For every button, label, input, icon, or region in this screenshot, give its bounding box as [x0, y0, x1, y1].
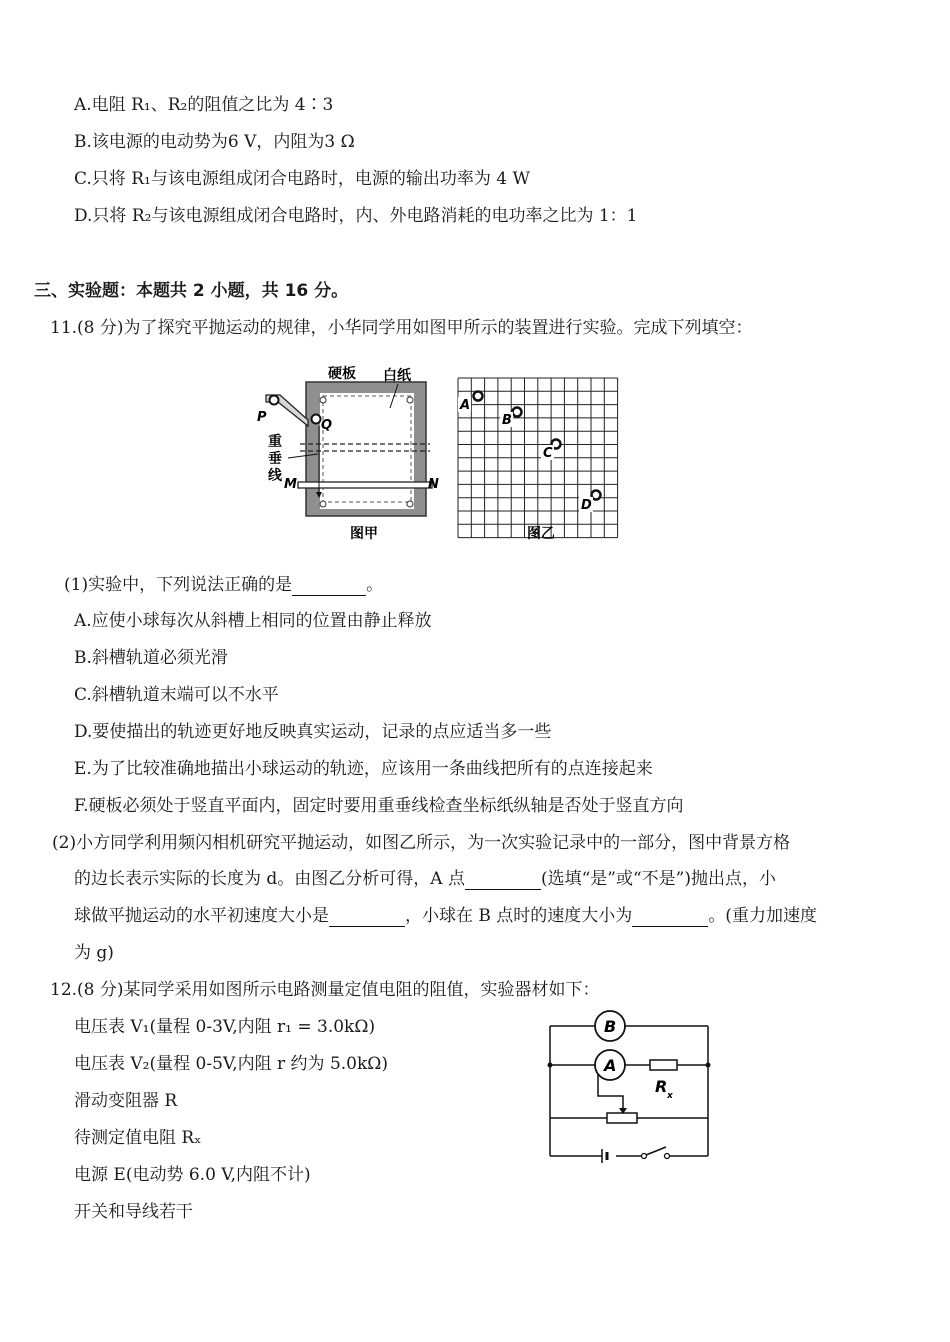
caption-jia: 图甲 [350, 526, 378, 542]
q11-p2-line2 [74, 868, 776, 890]
resistor-rx [650, 1060, 677, 1070]
point-a [474, 392, 483, 401]
q11-p2-line2-a: 的边长表示实际的长度为 d。由图乙分析可得，A 点 [74, 869, 465, 889]
q11-option-e: E.为了比较准确地描出小球运动的轨迹，应该用一条曲线把所有的点连接起来 [74, 759, 653, 779]
option-b: B.该电源的电动势为6 V，内阻为3 Ω [74, 132, 355, 152]
q11-p2-line3-c: 。(重力加速度 [708, 906, 817, 926]
q11-option-f: F.硬板必须处于竖直平面内，固定时要用重垂线检查坐标纸纵轴是否处于竖直方向 [74, 796, 684, 816]
q11-p1-stem-text: (1)实验中，下列说法正确的是 [64, 575, 293, 595]
answer-blank-3[interactable] [329, 908, 405, 927]
label-b: B [502, 413, 512, 428]
meter-a-label: A [604, 1056, 617, 1075]
q11-p2-line3-a: 球做平抛运动的水平初速度大小是 [74, 906, 329, 926]
q12-item-rx: 待测定值电阻 Rₓ [74, 1128, 202, 1148]
q11-p2-line4: 为 g) [74, 943, 114, 963]
caption-yi: 图乙 [527, 526, 555, 542]
grid [458, 378, 618, 538]
label-q: Q [321, 418, 333, 433]
rheostat [607, 1113, 637, 1123]
q11-p2-line3 [74, 905, 817, 927]
option-a: A.电阻 R₁、R₂的阻值之比为 4∶3 [74, 95, 334, 115]
point-b [513, 408, 522, 417]
rx-label: R [655, 1077, 668, 1096]
answer-blank-1[interactable] [292, 577, 366, 596]
q12-stem: 12.(8 分)某同学采用如图所示电路测量定值电阻的阻值，实验器材如下： [50, 980, 600, 1000]
q11-p1-stem [64, 574, 383, 596]
label-c: C [543, 446, 553, 461]
option-d: D.只将 R₂与该电源组成闭合电路时，内、外电路消耗的电功率之比为 1：1 [74, 206, 638, 226]
q11-option-d: D.要使描出的轨迹更好地反映真实运动，记录的点应适当多一些 [74, 722, 552, 742]
q11-p1-stem-end: 。 [366, 575, 384, 595]
label-plumb-3: 线 [268, 468, 282, 484]
switch [642, 1154, 647, 1159]
label-plumb-2: 垂 [268, 451, 282, 467]
circuit-diagram [540, 1008, 720, 1168]
label-plumb-1: 重 [268, 434, 282, 450]
q12-item-v1: 电压表 V₁(量程 0-3V,内阻 r₁ = 3.0kΩ) [74, 1017, 376, 1037]
label-board: 硬板 [328, 366, 356, 382]
figure-yi [452, 372, 622, 548]
q12-item-v2: 电压表 V₂(量程 0-5V,内阻 r 约为 5.0kΩ) [74, 1054, 389, 1074]
q11-stem: 11.(8 分)为了探究平抛运动的规律，小华同学用如图甲所示的装置进行实验。完成下列填空： [50, 318, 753, 338]
label-m: M [284, 477, 297, 492]
q11-option-b: B.斜槽轨道必须光滑 [74, 648, 228, 668]
q11-p2-line3-b: ，小球在 B 点时的速度大小为 [405, 906, 633, 926]
answer-blank-4[interactable] [632, 908, 708, 927]
q11-option-c: C.斜槽轨道末端可以不水平 [74, 685, 279, 705]
answer-blank-2[interactable] [465, 871, 541, 890]
q11-p2-line2-b: (选填“是”或“不是”)抛出点，小 [540, 869, 776, 889]
label-d: D [581, 498, 592, 513]
ball-p [270, 396, 279, 405]
ball-q [312, 415, 321, 424]
figure-jia [250, 358, 445, 548]
label-a: A [460, 398, 471, 413]
q11-option-a: A.应使小球每次从斜槽上相同的位置由静止释放 [74, 611, 432, 631]
rx-label-sub: x [667, 1091, 673, 1101]
label-n: N [428, 477, 439, 492]
q11-p2-line1: (2)小方同学利用频闪相机研究平抛运动，如图乙所示，为一次实验记录中的一部分，图中背景方格 [52, 833, 791, 853]
meter-b-label: B [604, 1017, 617, 1036]
label-paper: 白纸 [383, 368, 411, 384]
q12-item-e: 电源 E(电动势 6.0 V,内阻不计) [74, 1165, 311, 1185]
section-title: 三、实验题：本题共 2 小题，共 16 分。 [34, 281, 349, 301]
label-p: P [257, 410, 267, 425]
rod-mn [298, 482, 432, 488]
q12-item-r: 滑动变阻器 R [74, 1091, 178, 1111]
option-c: C.只将 R₁与该电源组成闭合电路时，电源的输出功率为 4 W [74, 169, 530, 189]
q12-item-switch: 开关和导线若干 [74, 1202, 193, 1222]
